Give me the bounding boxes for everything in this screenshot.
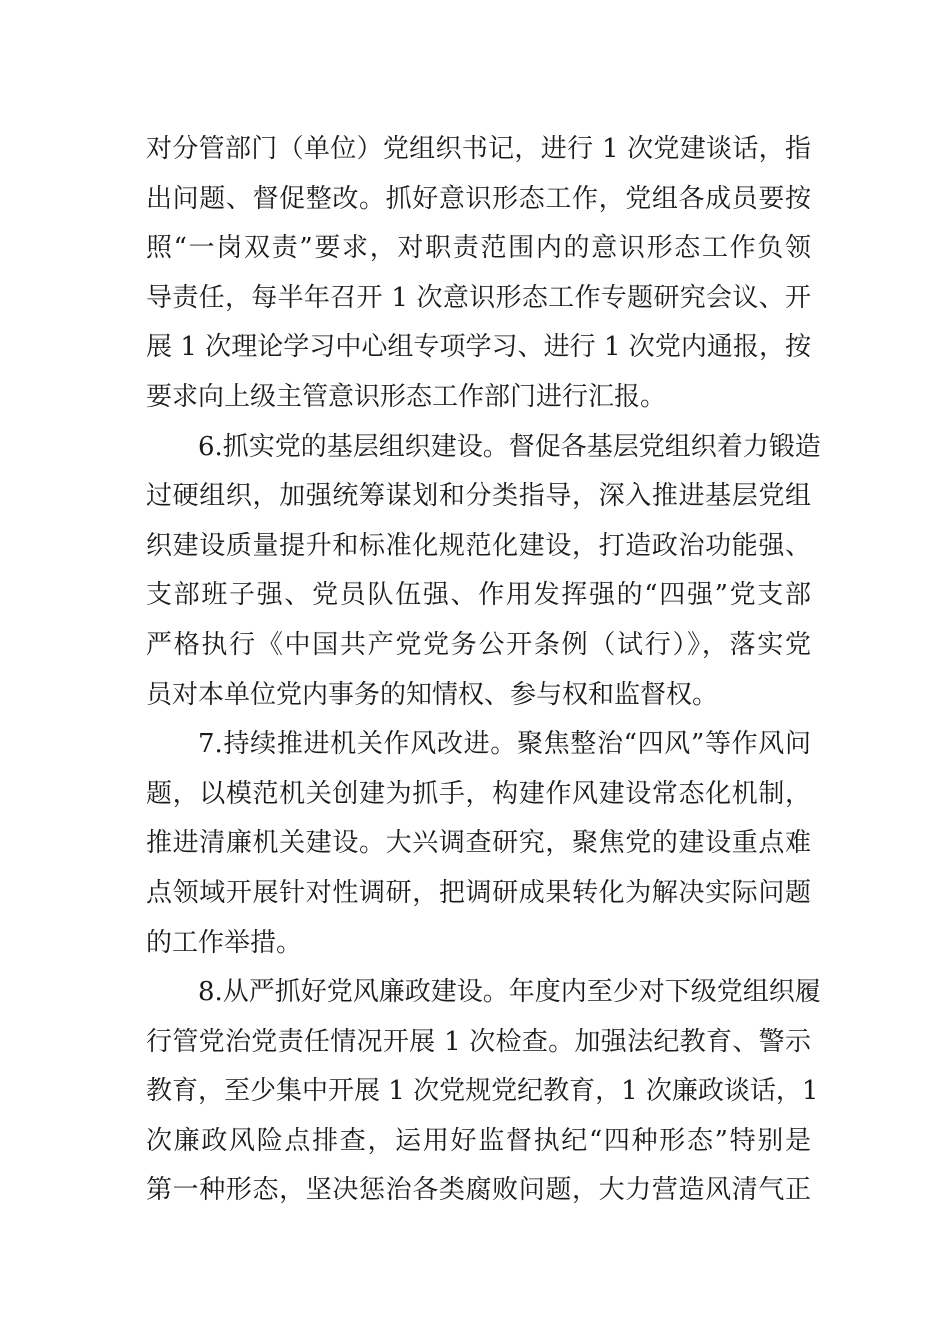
text-line: 推进清廉机关建设。大兴调查研究，聚焦党的建设重点难: [146, 828, 811, 859]
text-line: 第一种形态，坚决惩治各类腐败问题，大力营造风清气正: [146, 1175, 811, 1206]
text-line: 要求向上级主管意识形态工作部门进行汇报。: [146, 381, 667, 412]
text-line: 次廉政风险点排查，运用好监督执纪“四种形态”特别是: [146, 1125, 811, 1156]
text-line: 织建设质量提升和标准化规范化建设，打造政治功能强、: [146, 530, 811, 561]
text-line: 点领域开展针对性调研，把调研成果转化为解决实际问题: [146, 877, 811, 908]
text-line: 展 1 次理论学习中心组专项学习、进行 1 次党内通报，按: [146, 332, 811, 363]
text-line: 员对本单位党内事务的知情权、参与权和监督权。: [146, 679, 719, 710]
text-line: 对分管部门（单位）党组织书记，进行 1 次党建谈话，指: [146, 134, 811, 164]
text-line: 严格执行《中国共产党党务公开条例（试行）》，落实党: [146, 629, 811, 660]
text-line: 行管党治党责任情况开展 1 次检查。加强法纪教育、警示: [146, 1026, 811, 1057]
text-line: 过硬组织，加强统筹谋划和分类指导，深入推进基层党组: [146, 481, 811, 512]
text-line: 照“一岗双责”要求，对职责范围内的意识形态工作负领: [146, 233, 811, 264]
text-line: 题，以模范机关创建为抓手，构建作风建设常态化机制，: [146, 778, 811, 809]
text-line: 的工作举措。: [146, 927, 303, 958]
text-line: 导责任，每半年召开 1 次意识形态工作专题研究会议、开: [146, 282, 811, 313]
paragraph-heading-line: 7.持续推进机关作风改进。聚焦整治“四风”等作风问: [198, 729, 811, 760]
body-text: [146, 125, 821, 1216]
text-line: 出问题、督促整改。抓好意识形态工作，党组各成员要按: [146, 183, 811, 214]
paragraph-heading-line: 6.抓实党的基层组织建设。督促各基层党组织着力锻造: [198, 431, 821, 462]
text-line: 教育，至少集中开展 1 次党规党纪教育，1 次廉政谈话，1: [146, 1076, 819, 1107]
paragraph-heading-line: 8.从严抓好党风廉政建设。年度内至少对下级党组织履: [198, 977, 821, 1008]
text-line: 支部班子强、党员队伍强、作用发挥强的“四强”党支部: [146, 580, 811, 611]
